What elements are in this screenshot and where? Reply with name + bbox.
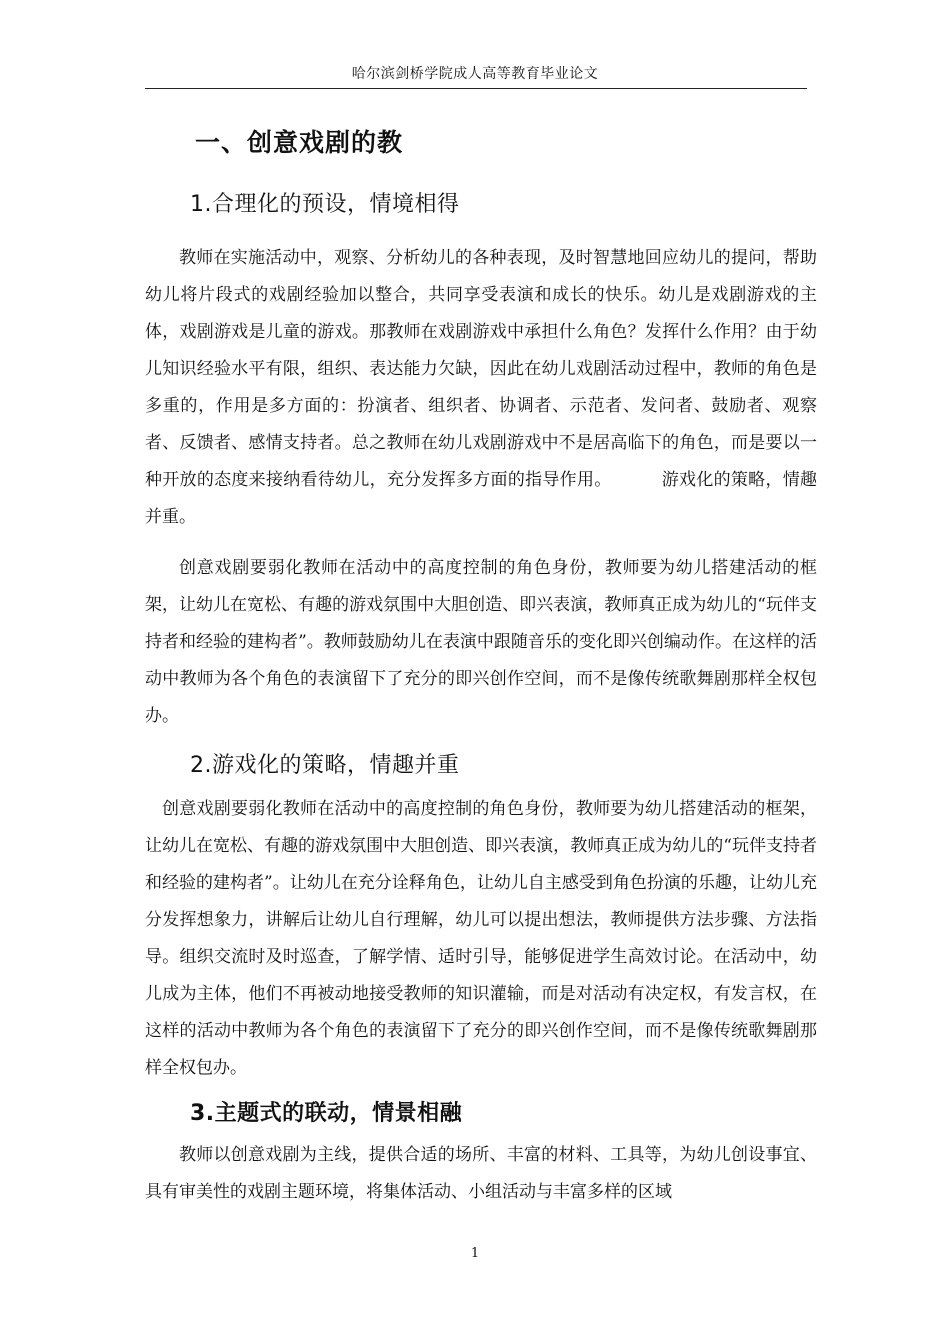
section-1-inline-subheading: 游戏化的策略，情趣并重。 [145, 470, 817, 527]
page-number: 1 [470, 1246, 480, 1261]
section-2-paragraph-1: 创意戏剧要弱化教师在活动中的高度控制的角色身份，教师要为幼儿搭建活动的框架，让幼儿在宽松、有趣的游戏氛围中大胆创造、即兴表演，教师真正成为幼儿的“玩伴支持者和经验的建构者”。让幼儿在充分诠释角色，让幼儿自主感受到角色扮演的乐趣，让幼儿充分发挥想象力，讲解后让幼儿自行理解，幼儿可以提出想法，教师提供方法步骤、方法指导。组织交流时及时巡查，了解学情、适时引导，能够促进学生高效讨论。在活动中，幼儿成为主体，他们不再被动地接受教师的知识灌输，而是对活动有决定权，有发言权，在这样的活动中教师为各个角色的表演留下了充分的即兴创作空间，而不是像传统歌舞剧那样全权包办。 [145, 799, 817, 1078]
section-1-paragraph-1: 教师在实施活动中，观察、分析幼儿的各种表现，及时智慧地回应幼儿的提问，帮助幼儿将片段式的戏剧经验加以整合，共同享受表演和成长的快乐。幼儿是戏剧游戏的主体，戏剧游戏是儿童的游戏。那教师在戏剧游戏中承担什么角色？发挥什么作用？由于幼儿知识经验水平有限，组织、表达能力欠缺，因此在幼儿戏剧活动过程中，教师的角色是多重的，作用是多方面的：扮演者、组织者、协调者、示范者、发问者、鼓励者、观察者、反馈者、感情支持者。总之教师在幼儿戏剧游戏中不是居高临下的角色，而是要以一种开放的态度来接纳看待幼儿，充分发挥多方面的指导作用。 游戏化的策略，情趣并重。 [145, 248, 817, 527]
section-1-paragraph-2: 创意戏剧要弱化教师在活动中的高度控制的角色身份，教师要为幼儿搭建活动的框架，让幼儿在宽松、有趣的游戏氛围中大胆创造、即兴表演，教师真正成为幼儿的“玩伴支持者和经验的建构者”。教师鼓励幼儿在表演中跟随音乐的变化即兴创编动作。在这样的活动中教师为各个角色的表演留下了充分的即兴创作空间，而不是像传统歌舞剧那样全权包办。 [145, 558, 817, 726]
page-header: 哈尔滨剑桥学院成人高等教育毕业论文 [351, 66, 599, 82]
section-heading-3: 3.主题式的联动，情景相融 [190, 1101, 463, 1126]
section-heading-2: 2.游戏化的策略，情趣并重 [190, 753, 460, 778]
chapter-title: 一、创意戏剧的教 [195, 128, 404, 157]
section-heading-1: 1.合理化的预设，情境相得 [190, 192, 460, 217]
header-rule [145, 88, 807, 89]
section-3-paragraph-1: 教师以创意戏剧为主线，提供合适的场所、丰富的材料、工具等，为幼儿创设事宜、具有审美性的戏剧主题环境，将集体活动、小组活动与丰富多样的区域 [145, 1145, 817, 1202]
